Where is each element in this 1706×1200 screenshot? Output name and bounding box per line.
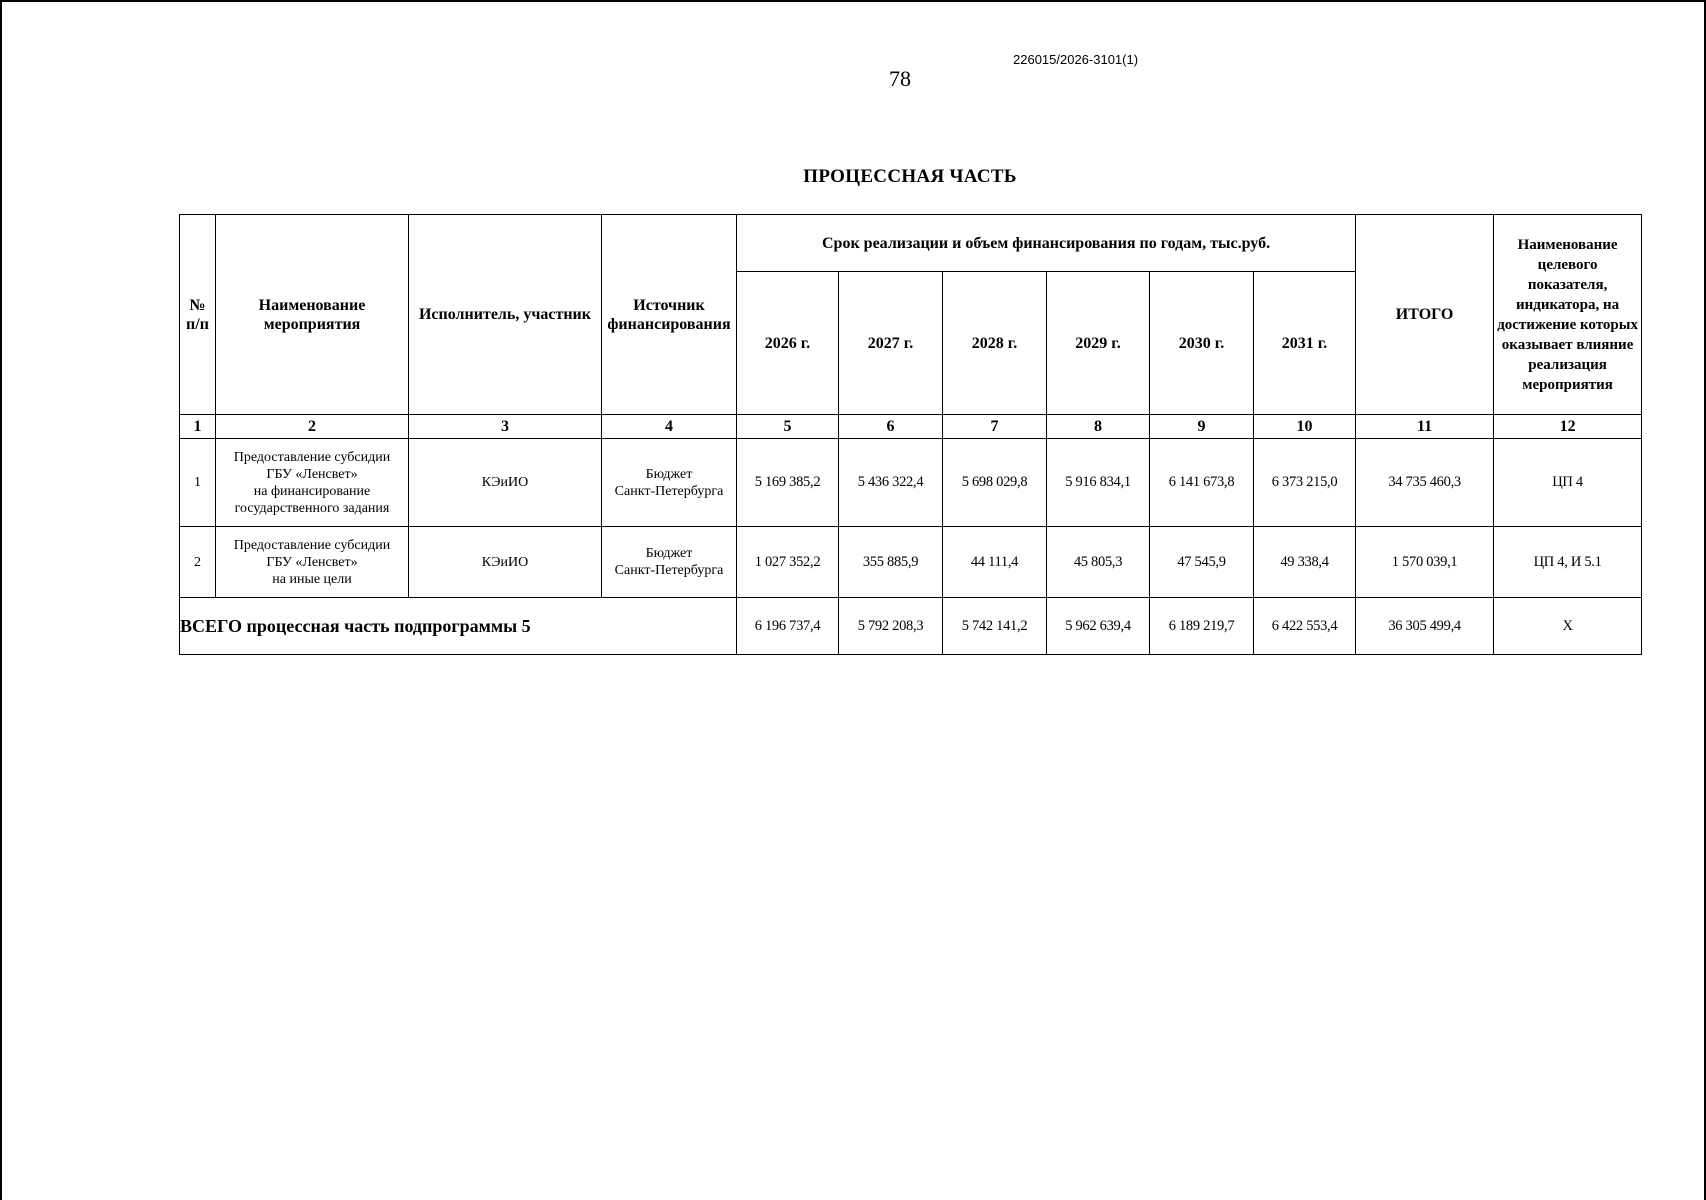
page-number: 78	[889, 66, 911, 91]
row-executor: КЭиИО	[409, 527, 602, 598]
row-source-line: Бюджет	[645, 466, 693, 482]
financing-table	[179, 214, 1642, 655]
header-total: ИТОГО	[1356, 215, 1494, 415]
header-num: № п/п	[180, 215, 216, 415]
row-name-line: ГБУ «Ленсвет»	[266, 466, 358, 482]
row-value: 5 916 834,1	[1047, 439, 1150, 527]
summary-indicator: Х	[1494, 598, 1642, 655]
row-source	[602, 527, 737, 598]
row-num: 2	[180, 527, 216, 598]
row-name	[216, 439, 409, 527]
table-row	[180, 527, 1642, 598]
header-year: 2029 г.	[1047, 272, 1150, 415]
summary-value: 6 189 219,7	[1150, 598, 1254, 655]
header-indicator: Наименование целевого показателя, индикатора, на достижение которых оказывает влияние реализация мероприятия	[1494, 215, 1642, 415]
row-value: 6 141 673,8	[1150, 439, 1254, 527]
row-name-line: ГБУ «Ленсвет»	[266, 554, 358, 570]
column-number: 3	[409, 415, 602, 439]
row-executor: КЭиИО	[409, 439, 602, 527]
row-value: 47 545,9	[1150, 527, 1254, 598]
row-indicator: ЦП 4, И 5.1	[1494, 527, 1642, 598]
column-number: 1	[180, 415, 216, 439]
column-number: 7	[943, 415, 1047, 439]
header-year: 2031 г.	[1254, 272, 1356, 415]
header-source: Источник финансирования	[602, 215, 737, 415]
column-number: 6	[839, 415, 943, 439]
row-value: 355 885,9	[839, 527, 943, 598]
summary-value: 5 792 208,3	[839, 598, 943, 655]
row-source-line: Санкт-Петербурга	[614, 483, 724, 499]
row-name-line: на финансирование	[253, 483, 371, 499]
column-number-row	[180, 415, 1642, 439]
header-executor: Исполнитель, участник	[409, 215, 602, 415]
row-value: 44 111,4	[943, 527, 1047, 598]
row-value: 5 169 385,2	[737, 439, 839, 527]
summary-total: 36 305 499,4	[1356, 598, 1494, 655]
summary-value: 6 196 737,4	[737, 598, 839, 655]
column-number: 5	[737, 415, 839, 439]
row-source-line: Бюджет	[645, 546, 693, 561]
row-total: 1 570 039,1	[1356, 527, 1494, 598]
header-year: 2028 г.	[943, 272, 1047, 415]
row-total: 34 735 460,3	[1356, 439, 1494, 527]
table-row	[180, 439, 1642, 527]
header-row-1	[180, 215, 1642, 272]
column-number: 2	[216, 415, 409, 439]
row-num: 1	[180, 439, 216, 527]
column-number: 12	[1494, 415, 1642, 439]
row-name-line: Предоставление субсидии	[233, 449, 391, 465]
column-number: 10	[1254, 415, 1356, 439]
row-indicator: ЦП 4	[1494, 439, 1642, 527]
row-source	[602, 439, 737, 527]
section-title: ПРОЦЕССНАЯ ЧАСТЬ	[803, 166, 1017, 187]
header-year: 2030 г.	[1150, 272, 1254, 415]
summary-label: ВСЕГО процессная часть подпрограммы 5	[180, 598, 737, 655]
row-name-line: государственного задания	[234, 500, 390, 516]
summary-value: 6 422 553,4	[1254, 598, 1356, 655]
row-value: 1 027 352,2	[737, 527, 839, 598]
column-number: 11	[1356, 415, 1494, 439]
column-number: 8	[1047, 415, 1150, 439]
row-name-line: Предоставление субсидии	[233, 537, 391, 553]
column-number: 9	[1150, 415, 1254, 439]
row-name-line: на иные цели	[272, 571, 352, 587]
row-value: 5 698 029,8	[943, 439, 1047, 527]
row-value: 49 338,4	[1254, 527, 1356, 598]
page-border-top	[0, 0, 1706, 2]
header-period: Срок реализации и объем финансирования по годам, тыс.руб.	[737, 215, 1356, 272]
row-value: 5 436 322,4	[839, 439, 943, 527]
row-value: 6 373 215,0	[1254, 439, 1356, 527]
column-number: 4	[602, 415, 737, 439]
row-value: 45 805,3	[1047, 527, 1150, 598]
header-name: Наименование мероприятия	[216, 215, 409, 415]
header-year: 2027 г.	[839, 272, 943, 415]
summary-row	[180, 598, 1642, 655]
document-number: 226015/2026-3101(1)	[1013, 52, 1139, 67]
row-name	[216, 527, 409, 598]
header-year: 2026 г.	[737, 272, 839, 415]
row-source-line: Санкт-Петербурга	[614, 563, 724, 578]
summary-value: 5 962 639,4	[1047, 598, 1150, 655]
page-border-left	[0, 0, 2, 1200]
summary-value: 5 742 141,2	[943, 598, 1047, 655]
